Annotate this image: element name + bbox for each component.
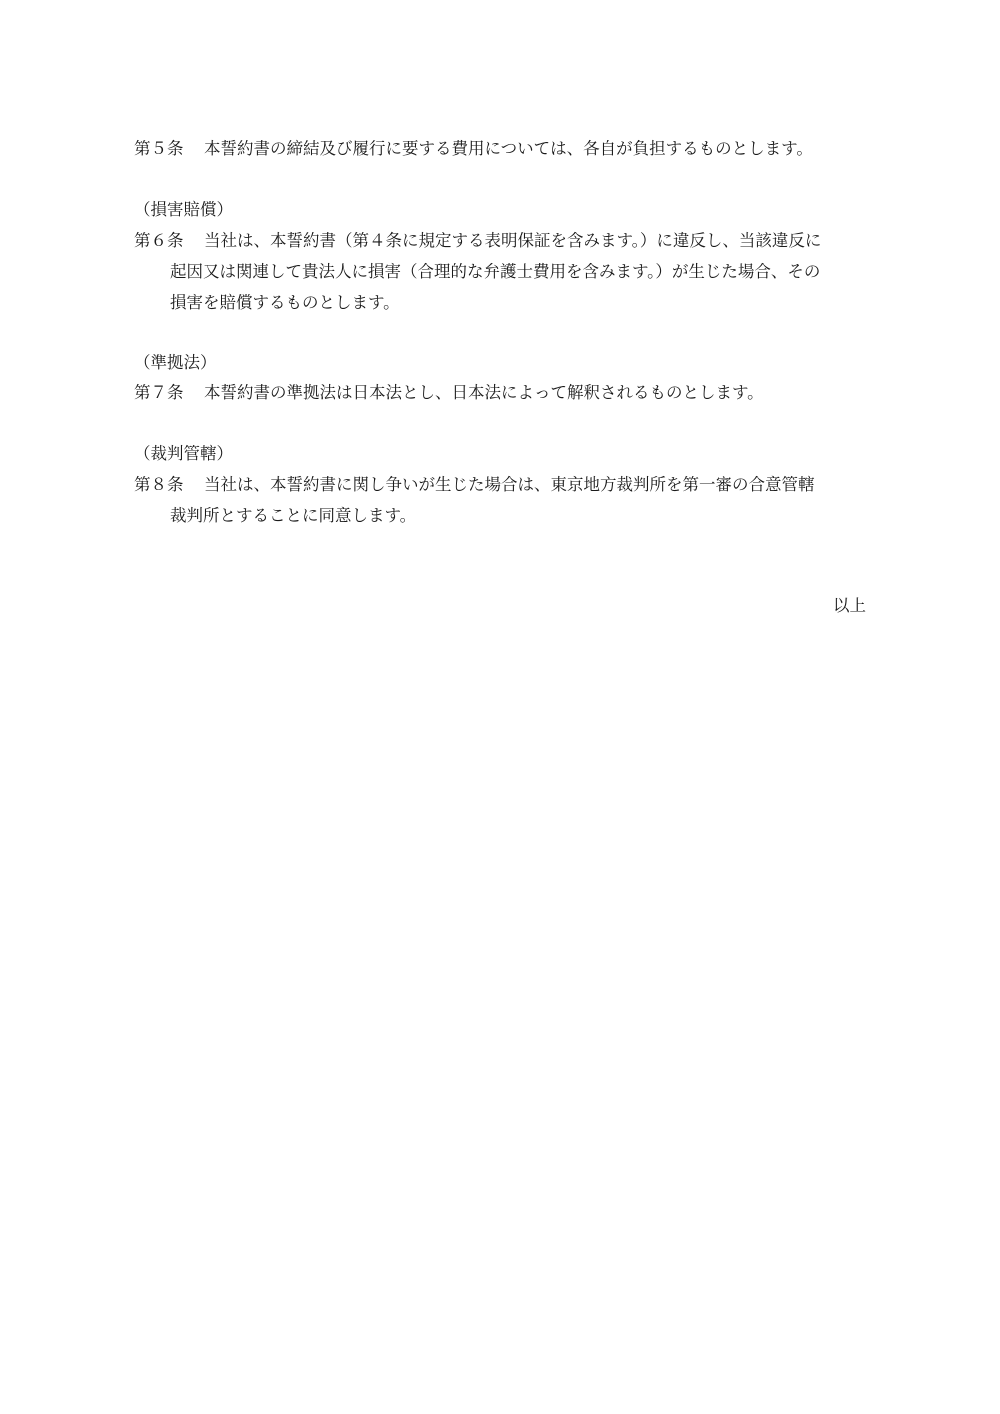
article-6-line-1: [134, 231, 821, 251]
article-7-number: 第７条: [134, 383, 184, 402]
article-7-text: 本誓約書の準拠法は日本法とし、日本法によって解釈されるものとします。: [204, 383, 764, 402]
article-7-heading: （準拠法）: [134, 353, 217, 372]
article-6-number: 第６条: [134, 231, 184, 250]
closing-mark: 以上: [833, 596, 866, 615]
article-5-text: 本誓約書の締結及び履行に要する費用については、各自が負担するものとします。: [204, 139, 813, 158]
article-8-line-1: [134, 475, 815, 495]
article-6-text-3: 損害を賠償するものとします。: [170, 293, 400, 312]
article-5-number: 第５条: [134, 139, 184, 158]
article-8-text-2: 裁判所とすることに同意します。: [170, 506, 417, 525]
article-6-text-2: 起因又は関連して貴法人に損害（合理的な弁護士費用を含みます。）が生じた場合、その: [170, 262, 821, 281]
article-6-heading: （損害賠償）: [134, 200, 233, 219]
article-7-line-1: [134, 383, 764, 403]
article-5-line-1: [134, 139, 813, 159]
article-6-text-1: 当社は、本誓約書（第４条に規定する表明保証を含みます。）に違反し、当該違反に: [204, 231, 822, 250]
article-8-text-1: 当社は、本誓約書に関し争いが生じた場合は、東京地方裁判所を第一審の合意管轄: [204, 475, 815, 494]
article-8-number: 第８条: [134, 475, 184, 494]
article-8-heading: （裁判管轄）: [134, 444, 233, 463]
